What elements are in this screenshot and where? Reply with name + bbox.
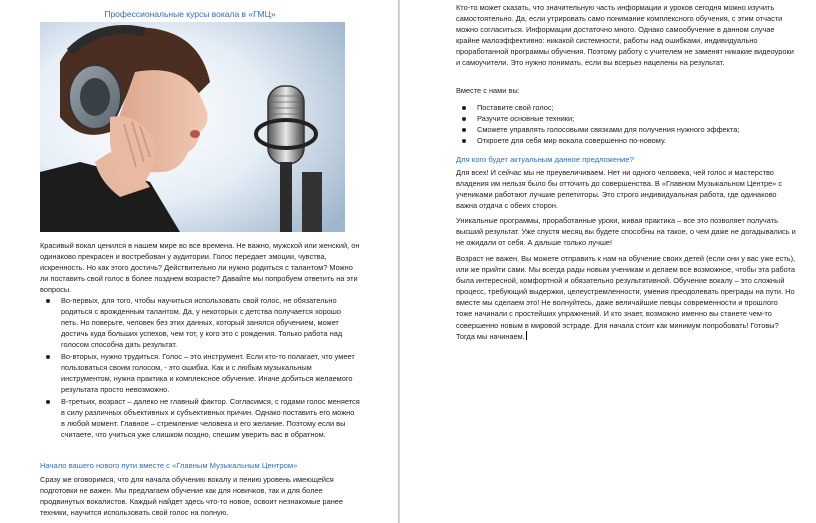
- paragraph-for-everyone: Для всех! И сейчас мы не преувеличиваем. Нет ни одного человека, чей голос и мастерство владения им нельзя было бы отточить до совершенства. В «Главном Музыкальном Центре» с учениками работают лучшие репетиторы. Это строго индивидуальная работа, где одинаково важна отдача с обеих сторон.: [456, 168, 783, 211]
- document-title: Профессиональные курсы вокала в «ГМЦ»: [104, 9, 276, 19]
- paragraph-age[interactable]: [456, 253, 796, 342]
- intro-paragraph: Красивый вокал ценился в нашем мире во все времена. Не важно, мужской или женский, он одинаково прекрасен и востребован у аудитории. Голос передает эмоции, чувства, искренность. Но как этого достичь? Действительно ли нужно родиться с талантом? Можно ли поставить свой голос в более позднем возрасте? Давайте мы попробуем ответить на эти вопросы.: [40, 241, 360, 295]
- list-item: Во-первых, для того, чтобы научиться использовать свой голос, не обязательно родиться с врожденным талантом. Да, у некоторых с детства получается хорошо петь. Но поверьте, человек без этих данных, который занялся обучением, может достичь куда больших успехов, чем тот, у кого это с рождения. Только работа над голосом способна дать результат.: [40, 295, 360, 350]
- list-item: В-третьих, возраст – далеко не главный фактор. Согласимся, с годами голос меняется в силу различных объективных и субъективных причин. Однако поставить его можно в любой момент. Главное – стремление человека и его желание. Поэтому если вы считаете, что учиться уже слишком поздно, спешим уверить вас в обратном.: [40, 396, 360, 440]
- right-bullet-list: [456, 102, 796, 146]
- singer-photo-icon: [40, 22, 345, 232]
- closing-paragraph: Сразу же оговоримся, что для начала обучению вокалу и пению уровень имеющейся подготовки не важен. Мы предлагаем обучение как для новичков, так и для более продвинутых вокалистов. Каждый найдет здесь что-то новое, освоит незнакомые ранее техники, научится использовать свой голос на полную.: [40, 475, 344, 518]
- document-page-left: [0, 0, 398, 523]
- section-heading: Для кого будет актуальным данное предложение?: [456, 155, 634, 164]
- list-item: Во-вторых, нужно трудиться. Голос – это инструмент. Если кто-то полагает, что умеет пользоваться своим голосом, - это ошибка. Как и с любым музыкальным инструментом, нужна практика и комплексное обучение. Иначе добиться желаемого результата просто невозможно.: [40, 351, 360, 395]
- list-item: Откроете для себя мир вокала совершенно по-новому.: [456, 135, 796, 146]
- list-item: Поставите свой голос;: [456, 102, 796, 113]
- list-item: Разучите основные техники;: [456, 113, 796, 124]
- document-page-right: [400, 0, 816, 523]
- paragraph-age-text: Возраст не важен. Вы можете отправить к нам на обучение своих детей (если они у вас уже есть), или же прийти сами. Мы всегда рады новым ученикам и делаем все возможное, чтобы эта работа была интересной, комфортной и обязательно результативной. Обучение вокалу – это сложный процесс, требующий выдержки, целеустремленности, умения преодолевать преграды на пути. Но вместе мы сделаем это! Не волнуйтесь, даже величайшие певцы современности и прошлого тоже начинали с простейших упражнений. И кто знает, возможно именно вы станете чем-то совершенно новым в мировой эстраде. Для начала стоит как минимум попробовать! Готовы? Тогда мы начинаем.: [456, 254, 796, 341]
- text-cursor: [526, 331, 527, 340]
- section-heading: Начало вашего нового пути вместе с «Главным Музыкальным Центром»: [40, 461, 298, 470]
- paragraph-self-study: Кто-то может сказать, что значительную часть информации и уроков сегодня можно изучить самостоятельно. Да, если утрировать само понимание комплексного обучения, с этим отчасти можно согласиться. Информации достаточно много. Однако самообучение в данном случае крайне малоэффективно: никакой системности, работы над ошибками, индивидуально проработанной программы обучения. Поэтому работу с учителем не заменят никакие видеоуроки и самоучители. Это нужно понимать, если вы всерьез нацелены на результат.: [456, 3, 794, 68]
- list-intro: Вместе с нами вы:: [456, 86, 520, 95]
- paragraph-programs: Уникальные программы, проработанные уроки, живая практика – все это позволяет получать высший результат. Уже спустя месяц вы будете способны на такое, о чем даже не догадывались и не ожидали от себя. А дальше только лучше!: [456, 216, 796, 248]
- left-bullet-list: [40, 295, 360, 441]
- list-item: Сможете управлять голосовыми связками для получения нужного эффекта;: [456, 124, 796, 135]
